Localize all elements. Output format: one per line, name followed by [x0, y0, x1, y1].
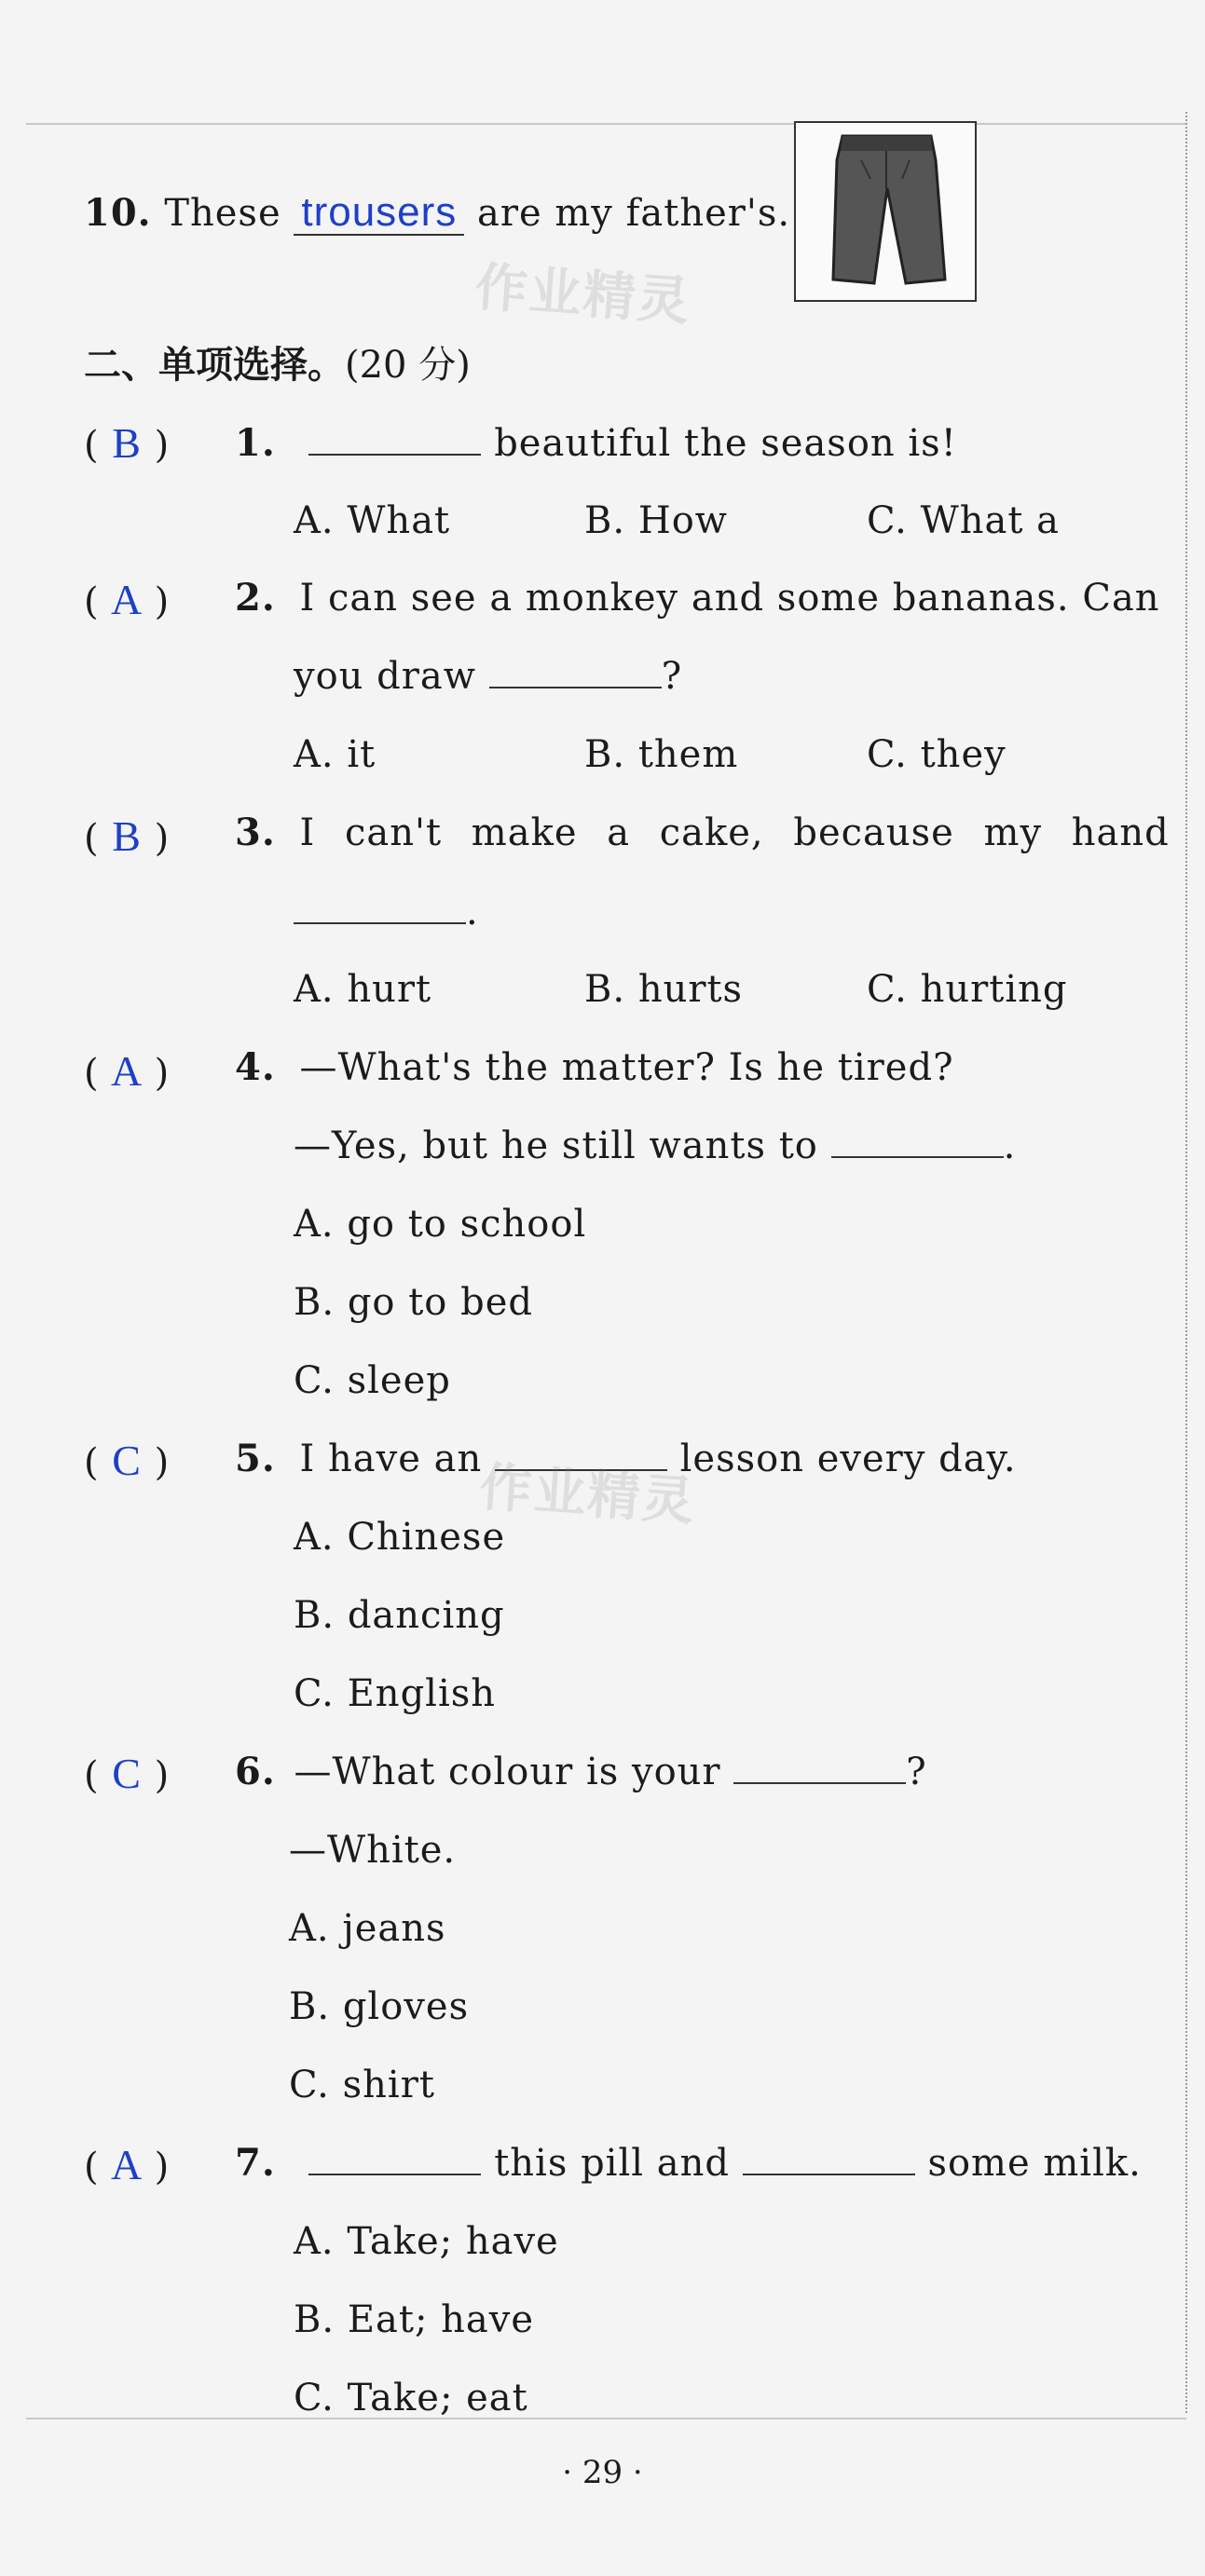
q2-option-a: A. it	[294, 733, 377, 776]
q7-blank-2	[743, 2142, 915, 2175]
top-rule	[26, 123, 1186, 125]
q7-text: this pill and	[494, 2142, 730, 2185]
q10-after: are my father's.	[477, 192, 791, 235]
watermark-2: 作业精灵	[477, 1456, 698, 1533]
q3-number: 3.	[235, 811, 276, 854]
q1-blank	[308, 422, 481, 456]
q3-option-a: A. hurt	[294, 968, 432, 1011]
q10-before: These	[164, 192, 281, 235]
trousers-picture	[794, 121, 977, 302]
q4-option-c: C. sleep	[294, 1359, 451, 1402]
q6-option-a: A. jeans	[289, 1907, 446, 1950]
q7-stem	[235, 2141, 1142, 2186]
q5-option-a: A. Chinese	[294, 1516, 506, 1559]
q4-answer: A	[110, 1047, 143, 1095]
q7-number: 7.	[235, 2141, 276, 2185]
q7-text2: some milk.	[927, 2142, 1142, 2185]
q7-option-c: C. Take; eat	[294, 2377, 528, 2419]
q6-stem-line2: —White.	[289, 1829, 457, 1872]
q7-option-a: A. Take; have	[294, 2220, 559, 2263]
q4-option-b: B. go to bed	[294, 1281, 533, 1324]
q3-stem-line2	[294, 890, 479, 934]
q4-text3: .	[1003, 1124, 1017, 1167]
q2-answer: A	[110, 576, 143, 623]
q2-stem-line2	[294, 654, 682, 699]
q1-option-c: C. What a	[867, 499, 1060, 542]
q2-stem	[235, 576, 1160, 620]
q2-number: 2.	[235, 576, 276, 620]
q7-option-b: B. Eat; have	[294, 2298, 535, 2341]
q3-option-c: C. hurting	[867, 968, 1068, 1011]
q5-answer: C	[112, 1437, 141, 1484]
q2-text: I can see a monkey and some bananas. Can	[299, 577, 1160, 620]
q10-line	[84, 191, 790, 236]
q10-answer: trousers	[294, 191, 464, 236]
section-heading	[84, 335, 471, 388]
q6-text2: ?	[906, 1751, 927, 1793]
q5-answer-bracket: ( C )	[84, 1435, 169, 1489]
q2-text3: ?	[661, 655, 683, 698]
q4-answer-bracket: ( A )	[84, 1045, 169, 1099]
q4-text2: —Yes, but he still wants to	[294, 1124, 818, 1167]
q1-option-b: B. How	[584, 499, 729, 542]
q1-text: beautiful the season is!	[494, 422, 957, 465]
q3-blank	[294, 891, 466, 924]
q3-answer: B	[112, 812, 141, 860]
q1-answer: B	[112, 419, 141, 467]
q3-option-b: B. hurts	[584, 968, 744, 1011]
q1-stem	[235, 421, 957, 466]
q6-stem	[235, 1750, 927, 1794]
q3-answer-bracket: ( B )	[84, 811, 169, 865]
q3-stem	[235, 811, 1170, 855]
section-score: (20 分)	[345, 344, 471, 387]
q4-blank	[831, 1124, 1004, 1158]
margin-rule	[1185, 112, 1187, 2413]
q6-option-b: B. gloves	[289, 1985, 470, 2028]
page-number: · 29 ·	[562, 2454, 643, 2491]
watermark-1: 作业精灵	[472, 256, 693, 334]
q5-option-c: C. English	[294, 1672, 497, 1715]
bottom-rule	[26, 2418, 1186, 2419]
q7-blank-1	[308, 2142, 481, 2175]
q7-answer-bracket: ( A )	[84, 2139, 169, 2193]
q1-number: 1.	[235, 421, 276, 465]
q4-text: —What's the matter? Is he tired?	[299, 1046, 954, 1089]
q2-option-c: C. they	[867, 733, 1006, 776]
q2-option-b: B. them	[584, 733, 739, 776]
trousers-icon	[796, 123, 975, 300]
q2-blank	[489, 655, 662, 688]
q2-answer-bracket: ( A )	[84, 574, 169, 628]
q5-option-b: B. dancing	[294, 1594, 505, 1637]
q2-text2: you draw	[294, 655, 476, 698]
q6-blank	[733, 1751, 906, 1784]
q7-answer: A	[110, 2141, 143, 2188]
q4-stem-line2	[294, 1124, 1016, 1168]
q6-number: 6.	[235, 1750, 276, 1793]
q5-text2: lesson every day.	[679, 1438, 1017, 1480]
q1-option-a: A. What	[294, 499, 451, 542]
q6-answer: C	[112, 1750, 141, 1797]
q10-number: 10.	[84, 191, 152, 235]
q4-stem	[235, 1045, 954, 1090]
q3-text: I can't make a cake, because my hand	[299, 811, 1170, 854]
q4-number: 4.	[235, 1045, 276, 1089]
q6-text: —What colour is your	[294, 1751, 721, 1793]
q6-option-c: C. shirt	[289, 2064, 435, 2106]
q5-number: 5.	[235, 1437, 276, 1480]
section-title: 二、单项选择。	[84, 344, 345, 387]
q6-answer-bracket: ( C )	[84, 1748, 169, 1802]
q1-answer-bracket: ( B )	[84, 417, 169, 471]
q5-text: I have an	[299, 1438, 483, 1480]
q4-option-a: A. go to school	[294, 1203, 587, 1246]
q3-text2: .	[466, 891, 479, 934]
